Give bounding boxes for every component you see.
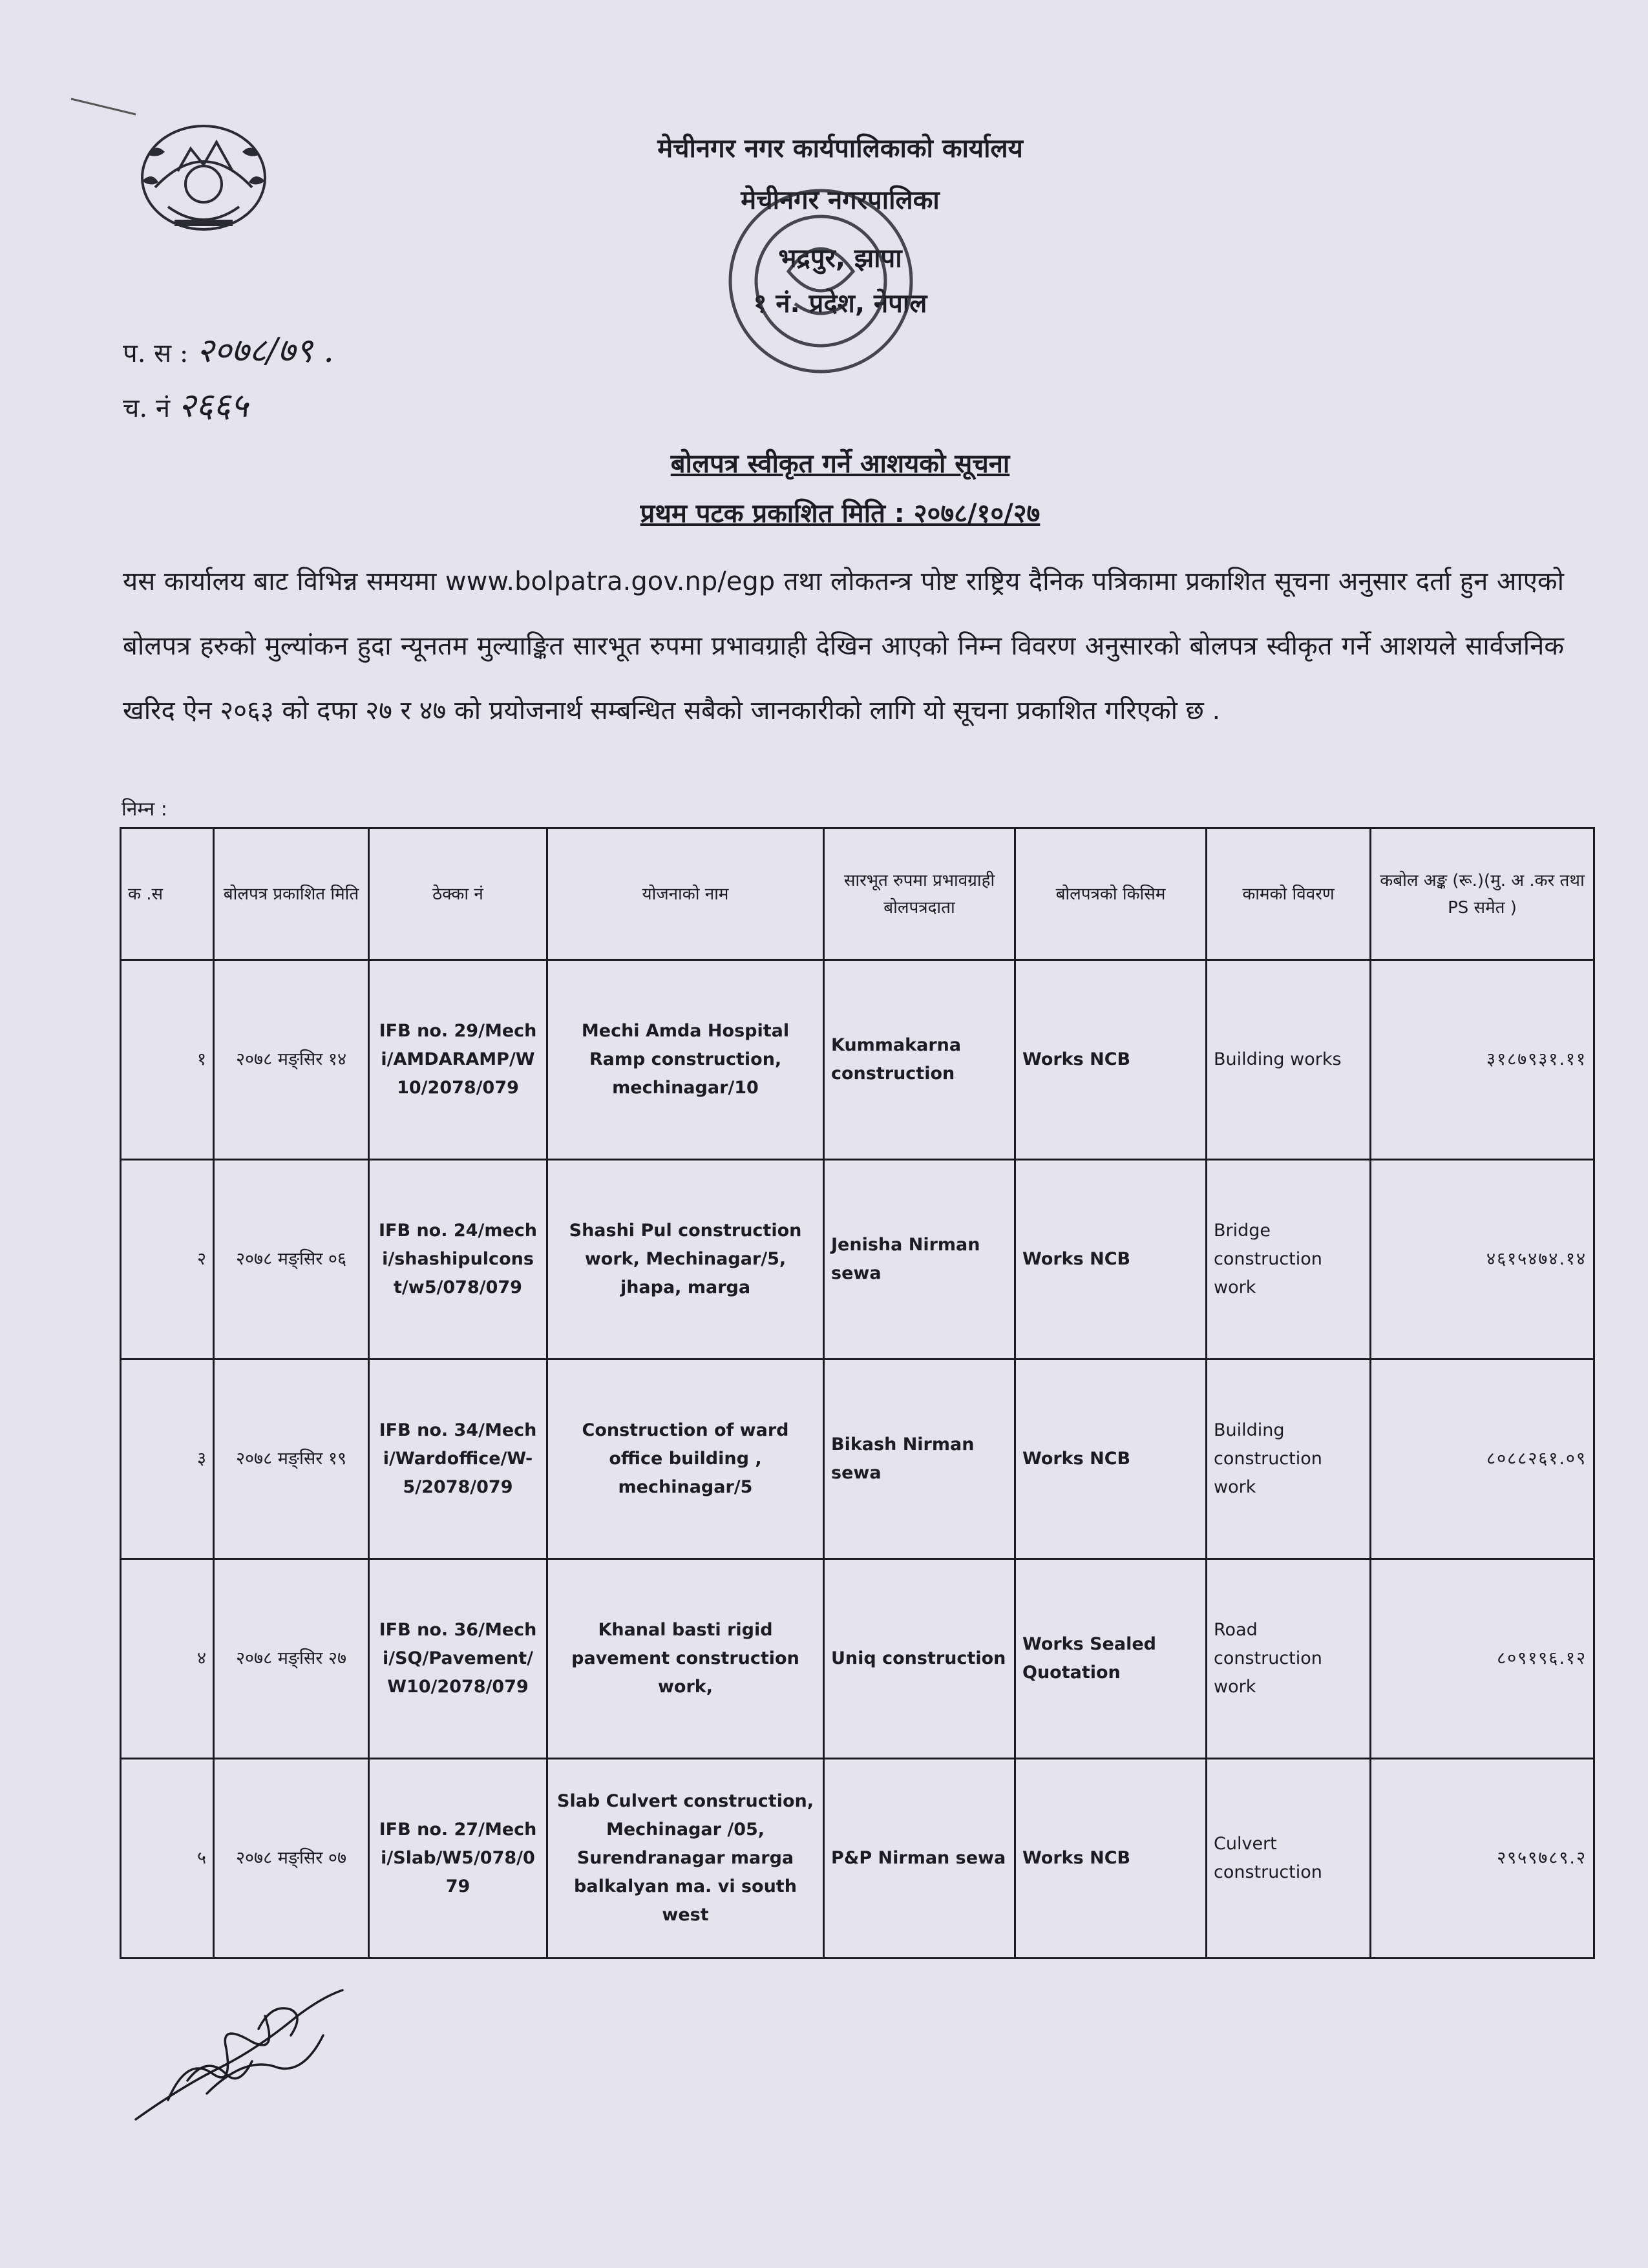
table-row	[121, 1360, 1594, 1559]
reference-number	[123, 326, 334, 372]
header-desc: कामको विवरण	[1207, 828, 1371, 960]
table-row	[121, 1160, 1594, 1360]
row-sn: २	[121, 1160, 214, 1360]
header-type: बोलपत्रको किसिम	[1015, 828, 1207, 960]
office-stamp-icon	[717, 174, 924, 388]
municipality-name: मेचीनगर नगरपालिका	[741, 185, 940, 215]
row-amount: २९५९७८९.२	[1371, 1759, 1594, 1958]
row-amount: ४६१५४७४.१४	[1371, 1160, 1594, 1360]
row-desc: Building works	[1207, 960, 1371, 1160]
pen-mark-icon	[68, 94, 139, 120]
row-date: २०७८ मङ्सिर १९	[214, 1360, 369, 1559]
row-date: २०७८ मङ्सिर ०६	[214, 1160, 369, 1360]
header-project: योजनाको नाम	[547, 828, 824, 960]
header-amount: कबोल अङ्क (रू.)(मु. अ .कर तथा PS समेत )	[1371, 828, 1594, 960]
row-desc: Road construction work	[1207, 1559, 1371, 1759]
row-type: Works NCB	[1015, 1759, 1207, 1958]
notice-body: यस कार्यालय बाट विभिन्न समयमा www.bolpatra.gov.np/egp तथा लोकतन्त्र पोष्ट राष्ट्रिय दैनिक पत्रिकामा प्रकाशित सूचना अनुसार दर्ता हुन आएको बोलपत्र हरुको मुल्यांकन हुदा न्यूनतम मुल्याङ्कित सारभूत रुपमा प्रभावग्राही देखिन आएको निम्न विवरण अनुसारको बोलपत्र स्वीकृत गर्ने आशयले सार्वजनिक खरिद ऐन २०६३ को दफा २७ र ४७ को प्रयोजनार्थ सम्बन्धित सबैको जानकारीको लागि यो सूचना प्रकाशित गरिएको छ .	[123, 567, 1564, 726]
cn-label: च. नं	[123, 394, 171, 423]
row-contractor: Kummakarna construction	[824, 960, 1015, 1160]
row-ifb: IFB no. 27/Mechi/Slab/W5/078/079	[369, 1759, 547, 1958]
row-contractor: P&P Nirman sewa	[824, 1759, 1015, 1958]
row-ifb: IFB no. 29/Mechi/AMDARAMP/W10/2078/079	[369, 960, 547, 1160]
row-date: २०७८ मङ्सिर २७	[214, 1559, 369, 1759]
row-desc: Culvert construction	[1207, 1759, 1371, 1958]
cn-value: २६६५	[178, 386, 248, 425]
table-header-row	[121, 828, 1594, 960]
row-amount: ३१८७९३१.११	[1371, 960, 1594, 1160]
office-address: भद्रपुर, झापा	[778, 244, 902, 273]
row-sn: ४	[121, 1559, 214, 1759]
signature-icon	[129, 1977, 362, 2126]
row-project: Khanal basti rigid pavement construction work,	[547, 1559, 824, 1759]
table-row	[121, 1559, 1594, 1759]
row-amount: ८०८८२६१.०९	[1371, 1360, 1594, 1559]
row-sn: १	[121, 960, 214, 1160]
dispatch-number	[123, 381, 248, 427]
list-label: निम्न :	[121, 798, 167, 821]
row-amount: ८०९१९६.१२	[1371, 1559, 1594, 1759]
nepal-emblem-icon	[129, 110, 278, 239]
header-contractor: सारभूत रुपमा प्रभावग्राही बोलपत्रदाता	[824, 828, 1015, 960]
row-project: Construction of ward office building , mechinagar/5	[547, 1360, 824, 1559]
row-contractor: Uniq construction	[824, 1559, 1015, 1759]
row-sn: ३	[121, 1360, 214, 1559]
row-date: २०७८ मङ्सिर ०७	[214, 1759, 369, 1958]
notice-title: बोलपत्र स्वीकृत गर्ने आशयको सूचना	[670, 449, 1010, 479]
office-name: मेचीनगर नगर कार्यपालिकाको कार्यालय	[657, 134, 1023, 163]
header-date: बोलपत्र प्रकाशित मिति	[214, 828, 369, 960]
row-desc: Bridge construction work	[1207, 1160, 1371, 1360]
notice-subtitle: प्रथम पटक प्रकाशित मिति : २०७८/१०/२७	[640, 499, 1041, 529]
row-project: Shashi Pul construction work, Mechinagar/5, jhapa, marga	[547, 1160, 824, 1360]
table-row	[121, 960, 1594, 1160]
row-type: Works NCB	[1015, 960, 1207, 1160]
row-ifb: IFB no. 34/Mechi/Wardoffice/W-5/2078/079	[369, 1360, 547, 1559]
row-date: २०७८ मङ्सिर १४	[214, 960, 369, 1160]
header-sn: क .स	[121, 828, 214, 960]
row-desc: Building construction work	[1207, 1360, 1371, 1559]
province-country: १ नं. प्रदेश, नेपाल	[753, 289, 927, 319]
row-type: Works NCB	[1015, 1360, 1207, 1559]
row-contractor: Bikash Nirman sewa	[824, 1360, 1015, 1559]
row-ifb: IFB no. 24/mechi/shashipulconst/w5/078/079	[369, 1160, 547, 1360]
row-ifb: IFB no. 36/Mechi/SQ/Pavement/W10/2078/079	[369, 1559, 547, 1759]
header-ifb: ठेक्का नं	[369, 828, 547, 960]
bids-table	[120, 827, 1595, 1959]
row-type: Works Sealed Quotation	[1015, 1559, 1207, 1759]
row-project: Slab Culvert construction, Mechinagar /05, Surendranagar marga balkalyan ma. vi south west	[547, 1759, 824, 1958]
row-project: Mechi Amda Hospital Ramp construction, mechinagar/10	[547, 960, 824, 1160]
ps-value: २०७८/७९ .	[196, 331, 334, 370]
row-contractor: Jenisha Nirman sewa	[824, 1160, 1015, 1360]
table-row	[121, 1759, 1594, 1958]
ps-label: प. स :	[123, 339, 189, 368]
row-sn: ५	[121, 1759, 214, 1958]
row-type: Works NCB	[1015, 1160, 1207, 1360]
